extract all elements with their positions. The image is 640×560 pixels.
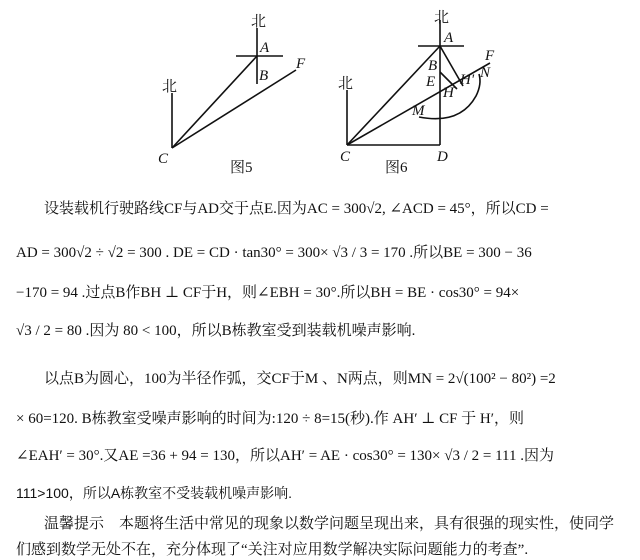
fig5-label-a: A [260,40,270,56]
fig6-caption: 图6 [385,160,408,176]
fig6-label-c: C [340,149,351,165]
solution-line-1: 设装载机行驶路线CF与AD交于点E.因为AC = 300√2, ∠ACD = 45°，所以CD = [44,201,549,217]
fig6-label-f: F [485,48,495,64]
figure-5 [172,28,296,148]
solution-line-4: √3 / 2 = 80 .因为 80 < 100，所以B栋教室受到装载机噪声影响. [16,323,416,339]
fig6-label-m: M [412,103,425,119]
fig5-north-label-c: 北 [162,79,178,95]
solution-line-6: × 60=120. B栋教室受噪声影响的时间为:120 ÷ 8=15(秒).作 AH′ ⊥ CF 于 H′，则 [16,411,525,427]
solution-line-3: −170 = 94 .过点B作BH ⊥ CF于H，则∠EBH = 30°.所以BH = BE · cos30° = 94× [16,285,520,301]
figures-area [0,0,640,180]
geometry-figures [0,0,640,180]
fig5-label-f: F [296,56,306,72]
solution-line-2: AD = 300√2 ÷ √2 = 300 . DE = CD · tan30° = 300× √3 / 3 = 170 .所以BE = 300 − 36 [16,245,532,261]
fig6-label-a: A [444,30,454,46]
fig5-label-c: C [158,151,169,167]
fig6-label-h: H [443,85,454,101]
fig5-caption: 图5 [230,160,253,176]
fig6-label-b: B [428,58,438,74]
fig6-line-ca [347,46,440,145]
fig6-label-e: E [426,74,436,90]
fig6-label-h-prime: H' [460,72,475,88]
fig5-north-label-a: 北 [251,14,267,30]
fig5-label-b: B [259,68,269,84]
solution-line-8: 111>100，所以A栋教室不受装载机噪声影响. [16,485,293,501]
solution-line-7: ∠EAH′ = 30°.又AE =36 + 94 = 130，所以AH′ = AE · cos30° = 130× √3 / 2 = 111 .因为 [16,448,554,464]
tip-line-2: 们感到数学无处不在，充分体现了“关注对应用数学解决实际问题能力的考查”. [16,542,529,558]
fig6-label-n: N [480,65,491,81]
tip-line-1: 温馨提示 本题将生活中常见的现象以数学问题呈现出来，具有很强的现实性，使同学 [44,516,615,532]
solution-line-5: 以点B为圆心，100为半径作弧，交CF于M 、N两点，则MN = 2√(100² − 80²) =2 [44,371,556,387]
fig6-north-label-c: 北 [338,76,354,92]
fig6-north-label-a: 北 [434,10,450,26]
fig6-label-d: D [437,149,448,165]
